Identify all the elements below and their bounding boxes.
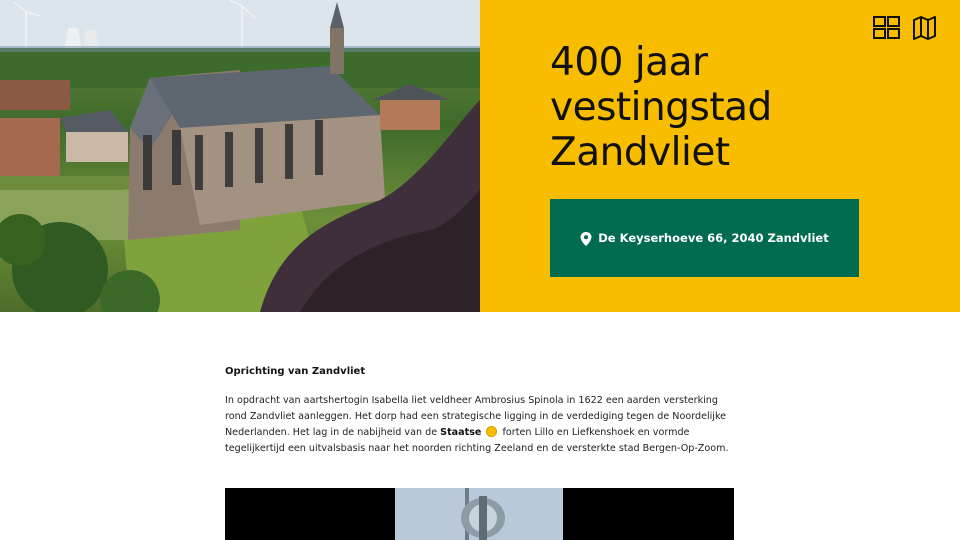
article [225,366,735,457]
address-text: De Keyserhoeve 66, 2040 Zandvliet [598,231,829,245]
map-icon[interactable] [912,16,940,42]
page-title [550,40,910,175]
title-line-3: Zandvliet [550,130,730,175]
address-button[interactable] [550,199,859,277]
video-player[interactable] [225,488,734,540]
church-aerial-photo [0,0,480,312]
church-photo-illustration [0,0,480,312]
title-line-1: 400 jaar [550,40,708,85]
location-pin-icon [580,231,592,245]
staatse-term-link[interactable]: Staatse [440,427,482,438]
info-tooltip-icon[interactable] [486,426,497,437]
grid-view-icon[interactable] [873,16,901,42]
article-paragraph [225,393,735,457]
video-thumbnail [395,488,563,540]
paragraph-text-before: In opdracht van aartshertogin Isabella liet veldheer Ambrosius Spinola in 1622 een aarden versterking rond Zandvliet aanleggen. Het dorp had een strategische ligging in de verdediging tegen de Noordelijke Nederlanden. Het lag in de nabijheid van de [225,395,727,438]
title-line-2: vestingstad [550,85,772,130]
hero-panel [480,0,960,312]
paragraph-text-after: forten Lillo en Liefkenshoek en vormde tegelijkertijd een uitvalsbasis naar het noorden richting Zeeland en de versterkte stad Bergen-Op-Zoom. [225,427,729,454]
section-title: Oprichting van Zandvliet [225,366,366,377]
